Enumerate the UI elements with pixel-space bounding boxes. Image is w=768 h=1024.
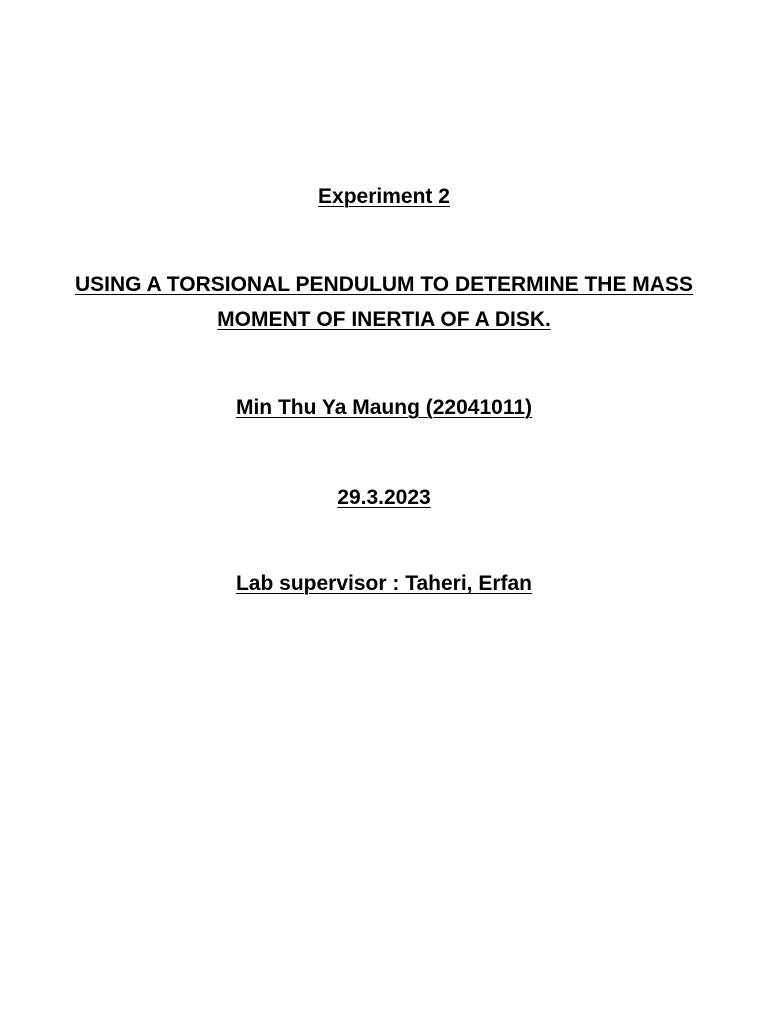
- report-title-line-2: MOMENT OF INERTIA OF A DISK.: [217, 308, 551, 331]
- experiment-heading: Experiment 2: [318, 185, 450, 208]
- report-date: 29.3.2023: [337, 486, 431, 509]
- lab-supervisor: Lab supervisor : Taheri, Erfan: [235, 572, 533, 595]
- report-title: [40, 267, 728, 337]
- author-name: Min Thu Ya Maung (22041011): [235, 396, 533, 419]
- report-title-line-1: USING A TORSIONAL PENDULUM TO DETERMINE THE MASS: [75, 273, 693, 296]
